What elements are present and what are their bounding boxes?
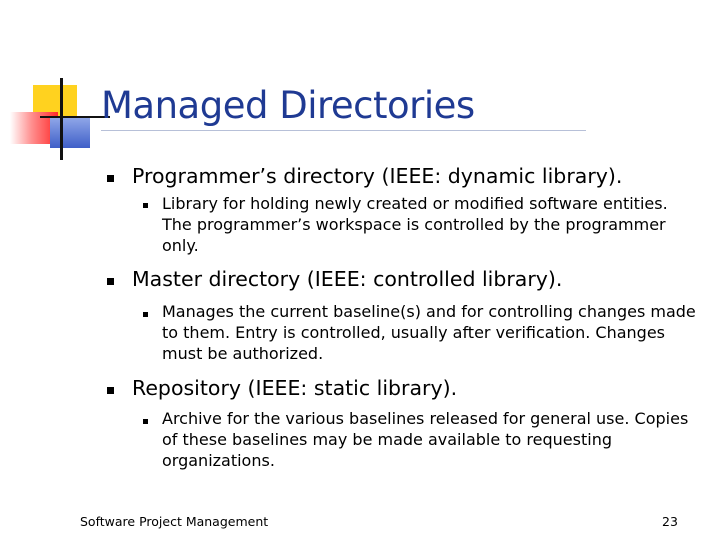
logo-vertical-line	[60, 78, 63, 160]
blue-square	[50, 118, 90, 148]
square-bullet-icon	[143, 312, 148, 317]
square-bullet-icon	[143, 203, 148, 208]
square-bullet-icon	[107, 278, 114, 285]
square-bullet-icon	[107, 175, 114, 182]
footer-page-number: 23	[662, 514, 678, 529]
title-divider	[101, 130, 586, 131]
bullet-master-directory: Master directory (IEEE: controlled library).	[132, 267, 563, 291]
sub-bullet-programmers-directory: Library for holding newly created or modified software entities. The programmer’s workspace is controlled by the programmer only.	[162, 194, 668, 255]
square-bullet-icon	[143, 419, 148, 424]
bullet-repository: Repository (IEEE: static library).	[132, 376, 458, 400]
bullet-programmers-directory: Programmer’s directory (IEEE: dynamic library).	[132, 164, 623, 188]
logo-horizontal-line	[40, 116, 110, 118]
decorative-squares-logo	[0, 0, 110, 170]
square-bullet-icon	[107, 387, 114, 394]
footer-course-title: Software Project Management	[80, 514, 269, 529]
slide-title: Managed Directories	[101, 84, 475, 127]
sub-bullet-master-directory: Manages the current baseline(s) and for controlling changes made to them. Entry is controlled, usually after verification. Changes must be authorized.	[162, 302, 696, 363]
sub-bullet-repository: Archive for the various baselines released for general use. Copies of these baselines may be made available to requesting organizations.	[162, 409, 689, 470]
